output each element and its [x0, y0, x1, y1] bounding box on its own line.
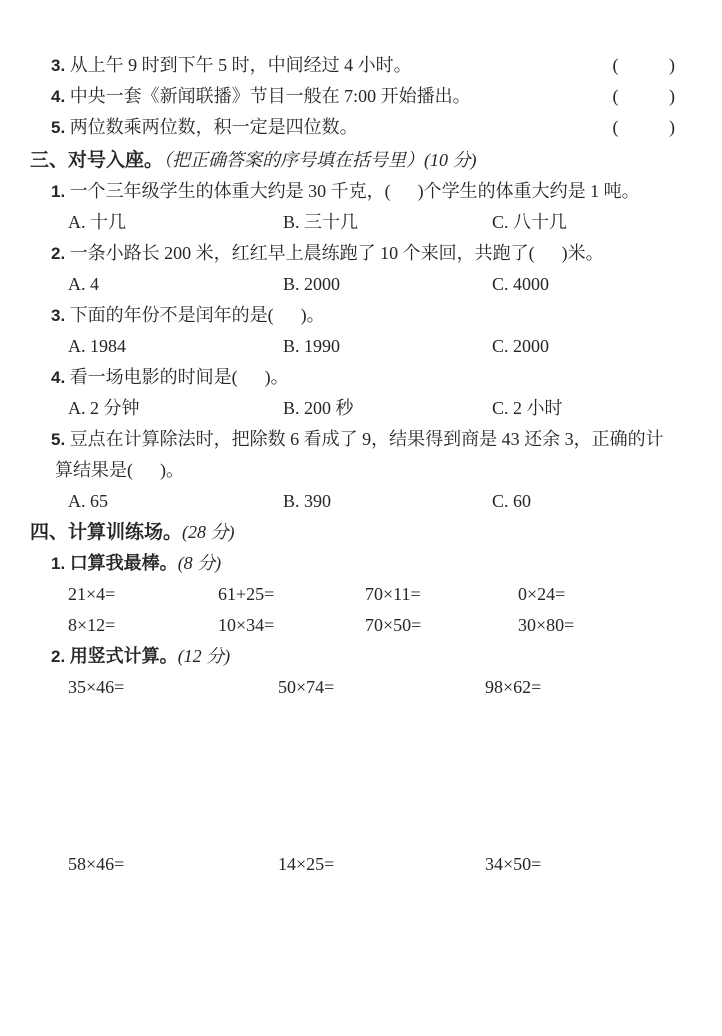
- option-b: B. 1990: [283, 336, 341, 356]
- calc-expression: 35×46=: [68, 677, 125, 697]
- truefalse-text: 两位数乘两位数，积一定是四位数。: [69, 117, 358, 137]
- option-c: C. 2000: [492, 336, 550, 356]
- calc-expression: 50×74=: [278, 677, 335, 697]
- question-text: 看一场电影的时间是( )。: [69, 367, 289, 387]
- vertical-calc-heading: [30, 641, 692, 672]
- choice-question-5: [30, 424, 692, 455]
- answer-bracket: ( ): [612, 55, 676, 75]
- oral-calc-title: 口算我最棒。: [69, 553, 178, 573]
- question-number: 5.: [51, 430, 66, 449]
- oral-calc-row-2: [30, 610, 692, 641]
- vertical-calc-note: (12 分): [177, 646, 231, 666]
- calc-expression: 70×11=: [365, 584, 421, 604]
- calc-expression: 34×50=: [485, 854, 542, 874]
- choice-question-3: [30, 300, 692, 331]
- option-b: B. 三十几: [283, 212, 359, 232]
- option-b: B. 200 秒: [283, 398, 354, 418]
- option-c: C. 2 小时: [492, 398, 563, 418]
- section-3-title: 三、对号入座。: [30, 150, 164, 171]
- option-c: C. 八十几: [492, 212, 568, 232]
- section-4-title: 四、计算训练场。: [30, 522, 183, 543]
- item-number: 4.: [51, 87, 66, 106]
- calc-expression: 8×12=: [68, 615, 116, 635]
- section-3-heading: [30, 145, 692, 176]
- vertical-calc-row-top: [30, 672, 692, 703]
- subsection-number: 1.: [51, 554, 66, 573]
- oral-calc-row-1: [30, 579, 692, 610]
- answer-bracket: ( ): [612, 86, 676, 106]
- item-number: 5.: [51, 118, 66, 137]
- calc-expression: 58×46=: [68, 854, 125, 874]
- option-a: A. 十几: [68, 212, 126, 232]
- choice-options-3: [30, 331, 692, 362]
- option-a: A. 65: [68, 491, 108, 511]
- truefalse-item-5: [30, 112, 692, 143]
- question-text: 一条小路长 200 米，红红早上晨练跑了 10 个来回，共跑了( )米。: [69, 243, 604, 263]
- option-b: B. 2000: [283, 274, 341, 294]
- item-number: 3.: [51, 56, 66, 75]
- question-number: 3.: [51, 306, 66, 325]
- truefalse-text: 中央一套《新闻联播》节目一般在 7:00 开始播出。: [69, 86, 471, 106]
- question-number: 1.: [51, 182, 66, 201]
- question-number: 4.: [51, 368, 66, 387]
- calc-expression: 10×34=: [218, 615, 275, 635]
- section-4-heading: [30, 517, 692, 548]
- question-text: 下面的年份不是闰年的是( )。: [69, 305, 325, 325]
- oral-calc-heading: [30, 548, 692, 579]
- calc-expression: 61+25=: [218, 584, 275, 604]
- question-text: 一个三年级学生的体重大约是 30 千克，( )个学生的体重大约是 1 吨。: [69, 181, 640, 201]
- calc-expression: 98×62=: [485, 677, 542, 697]
- worksheet-blank-workspace: [30, 703, 692, 849]
- question-text-line2: 算结果是( )。: [55, 460, 184, 480]
- choice-question-1: [30, 176, 692, 207]
- calc-expression: 30×80=: [518, 615, 575, 635]
- vertical-calc-title: 用竖式计算。: [69, 646, 178, 666]
- section-4-note: (28 分): [182, 522, 235, 542]
- truefalse-item-3: [30, 50, 692, 81]
- calc-expression: 14×25=: [278, 854, 335, 874]
- choice-question-4: [30, 362, 692, 393]
- choice-question-5-continuation: [30, 455, 692, 486]
- question-text-line1: 豆点在计算除法时，把除数 6 看成了 9，结果得到商是 43 还余 3，正确的计: [69, 429, 664, 449]
- option-b: B. 390: [283, 491, 332, 511]
- choice-options-2: [30, 269, 692, 300]
- calc-expression: 0×24=: [518, 584, 566, 604]
- answer-bracket: ( ): [612, 117, 676, 137]
- option-a: A. 1984: [68, 336, 126, 356]
- option-a: A. 2 分钟: [68, 398, 140, 418]
- section-3-note: （把正确答案的序号填在括号里）(10 分): [163, 150, 477, 170]
- oral-calc-note: (8 分): [177, 553, 222, 573]
- choice-options-1: [30, 207, 692, 238]
- option-a: A. 4: [68, 274, 99, 294]
- calc-expression: 70×50=: [365, 615, 422, 635]
- vertical-calc-row-bottom: [30, 849, 692, 880]
- truefalse-item-4: [30, 81, 692, 112]
- calc-expression: 21×4=: [68, 584, 116, 604]
- question-number: 2.: [51, 244, 66, 263]
- option-c: C. 60: [492, 491, 532, 511]
- truefalse-text: 从上午 9 时到下午 5 时，中间经过 4 小时。: [69, 55, 412, 75]
- choice-options-5: [30, 486, 692, 517]
- choice-options-4: [30, 393, 692, 424]
- subsection-number: 2.: [51, 647, 66, 666]
- option-c: C. 4000: [492, 274, 550, 294]
- choice-question-2: [30, 238, 692, 269]
